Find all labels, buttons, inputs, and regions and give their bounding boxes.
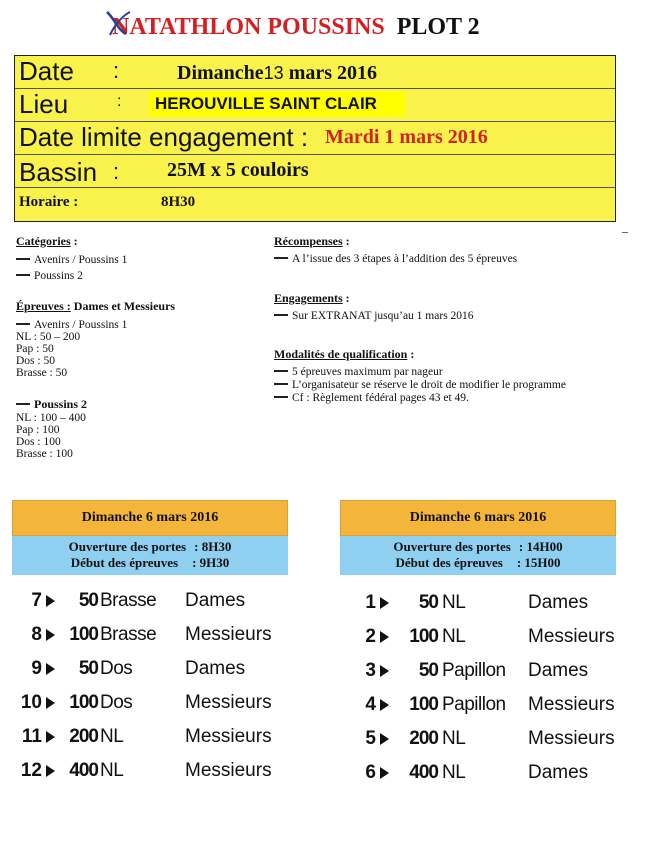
swimmer-logo-icon (104, 8, 134, 38)
bullet-icon (16, 252, 30, 260)
play-arrow-icon (46, 595, 55, 607)
session-card-afternoon (340, 500, 616, 575)
list-item: Pap : 100 (16, 424, 60, 436)
page-title (112, 14, 480, 41)
epreuves-group1-label: Avenirs / Poussins 1 (16, 319, 175, 331)
list-item: Dos : 50 (16, 355, 55, 367)
open-row: Ouverture des portes : 14H00 (393, 539, 563, 554)
list-item: Avenirs / Poussins 1 (16, 254, 127, 266)
bullet-icon (274, 377, 288, 385)
horaire-label: Horaire : (19, 194, 79, 210)
bassin-label: Bassin (19, 157, 98, 187)
date-weekday: Dimanche (177, 62, 264, 84)
play-arrow-icon (380, 665, 389, 677)
bullet-icon (274, 390, 288, 398)
play-arrow-icon (46, 731, 55, 743)
epreuves-section (16, 297, 175, 460)
lieu-label: Lieu (19, 89, 69, 119)
list-item: NL : 50 – 200 (16, 331, 81, 343)
edge-mark (622, 232, 628, 233)
list-item: Sur EXTRANAT jusqu’au 1 mars 2016 (274, 310, 474, 322)
recompenses-section: Récompenses : A l’issue des 3 étapes à l’addition des 5 épreuves (274, 234, 518, 265)
bassin-value: 25M x 5 couloirs (167, 159, 309, 181)
list-item: Dos : 100 (16, 436, 61, 448)
title-plot: PLOT 2 (396, 14, 480, 40)
bullet-icon (274, 251, 288, 259)
date-day: 13 (263, 63, 284, 83)
categories-title: Catégories (16, 234, 71, 248)
bassin-sep: : (113, 159, 120, 184)
list-item: A l’issue des 3 étapes à l’addition des 5 épreuves (274, 253, 517, 265)
limite-label: Date limite engagement : (19, 122, 309, 152)
list-item: NL : 100 – 400 (16, 412, 86, 424)
list-item: L’organisateur se réserve le droit de modifier le programme (274, 379, 566, 391)
engagements-section: Engagements : Sur EXTRANAT jusqu’au 1 mars 2016 (274, 291, 474, 322)
info-row-horaire (15, 188, 615, 220)
session-card-morning (12, 500, 288, 575)
bullet-icon (274, 364, 288, 372)
categories-colon: : (70, 234, 78, 248)
epreuves-title: Épreuves : (16, 299, 71, 313)
bullet-icon (16, 397, 30, 405)
date-label: Date (19, 56, 74, 86)
play-arrow-icon (46, 765, 55, 777)
list-item: Poussins 2 (16, 270, 127, 282)
info-row-lieu (15, 89, 615, 122)
list-item: Pap : 50 (16, 343, 54, 355)
play-arrow-icon (380, 597, 389, 609)
lieu-value: HEROUVILLE SAINT CLAIR (149, 92, 405, 116)
info-row-bassin (15, 155, 615, 188)
bullet-icon (16, 317, 30, 325)
play-arrow-icon (380, 699, 389, 711)
list-item: Cf : Règlement fédéral pages 43 et 49. (274, 392, 566, 404)
play-arrow-icon (380, 631, 389, 643)
start-row: Début des épreuves : 15H00 (395, 555, 561, 570)
bullet-icon (16, 268, 30, 276)
play-arrow-icon (46, 663, 55, 675)
list-item: Brasse : 100 (16, 448, 73, 460)
bullet-icon (274, 308, 288, 316)
info-row-limite (15, 122, 615, 155)
horaire-value: 8H30 (161, 194, 196, 210)
session-times (340, 536, 616, 575)
modalites-section: Modalités de qualification : 5 épreuves maximum par nageur L’organisateur se réserve le droit de modifier le programme Cf : Règlement fédéral pages 43 et 49. (274, 347, 566, 404)
date-value (177, 62, 377, 85)
info-row-date (15, 56, 615, 89)
categories-section (16, 232, 127, 282)
session-header: Dimanche 6 mars 2016 (12, 500, 288, 536)
date-sep: : (113, 58, 120, 83)
play-arrow-icon (380, 767, 389, 779)
epreuves-title-rest: Dames et Messieurs (70, 299, 176, 313)
date-month: mars 2016 (288, 62, 378, 84)
start-row: Début des épreuves : 9H30 (70, 555, 230, 570)
title-main: NATATHLON POUSSINS (112, 14, 385, 40)
epreuves-group2-label: Poussins 2 (16, 397, 175, 412)
session-header: Dimanche 6 mars 2016 (340, 500, 616, 536)
modalites-title: Modalités de qualification (274, 347, 408, 361)
play-arrow-icon (46, 629, 55, 641)
list-item: Brasse : 50 (16, 367, 68, 379)
session-times (12, 536, 288, 575)
limite-value: Mardi 1 mars 2016 (325, 126, 488, 148)
engagements-title: Engagements (274, 291, 343, 305)
play-arrow-icon (380, 733, 389, 745)
list-item: 5 épreuves maximum par nageur (274, 366, 566, 378)
play-arrow-icon (46, 697, 55, 709)
lieu-sep: : (117, 93, 122, 110)
info-block (14, 55, 616, 222)
recompenses-title: Récompenses (274, 234, 343, 248)
open-row: Ouverture des portes : 8H30 (68, 539, 232, 554)
